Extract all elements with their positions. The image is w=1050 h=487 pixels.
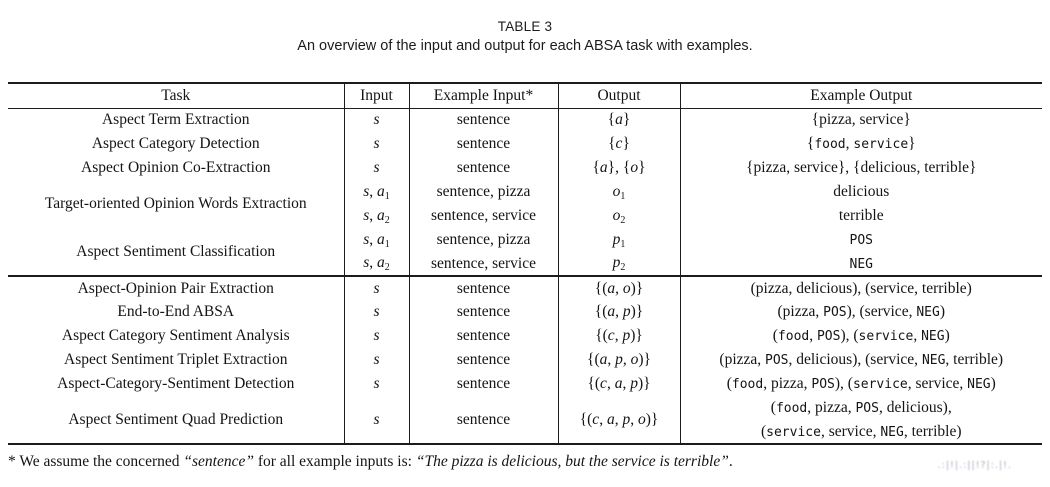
text-segment: NEG (967, 377, 991, 392)
table-row (8, 108, 1042, 132)
text-segment: POS (811, 377, 835, 392)
input-cell (344, 324, 409, 348)
text-segment: , delicious), (878, 399, 952, 416)
text-segment: s (373, 279, 380, 297)
text-segment: ( (770, 399, 776, 416)
text-segment: } (908, 135, 916, 152)
text-segment: , (845, 135, 854, 152)
text-segment: a (607, 279, 616, 297)
task-cell: Aspect Sentiment Quad Prediction (68, 410, 284, 428)
example-input-cell (409, 348, 558, 372)
text-segment: sentence (456, 303, 511, 320)
text-segment: sentence (456, 375, 511, 392)
text-segment: {( (595, 327, 608, 344)
text-segment: 2 (620, 214, 626, 226)
text-segment: sentence, service (431, 254, 536, 272)
text-segment: NEG (849, 256, 873, 272)
text-segment: s (373, 327, 380, 344)
example-input-cell (409, 324, 558, 348)
output-cell (558, 180, 680, 204)
table-row (8, 324, 1042, 348)
task-cell: Aspect Opinion Co-Extraction (81, 159, 271, 176)
input-cell (344, 180, 409, 204)
table-caption: An overview of the input and output for each ABSA task with examples. (297, 38, 753, 54)
text-segment: 2 (620, 262, 626, 273)
text-segment: ( (760, 422, 767, 440)
example-output-cell (680, 372, 1042, 396)
output-cell (558, 324, 680, 348)
text-segment: , (369, 230, 378, 248)
text-segment: p (622, 327, 631, 344)
text-segment: ) (944, 327, 950, 344)
text-segment: 1 (384, 190, 390, 202)
table-row (8, 228, 1042, 252)
example-input-cell (409, 276, 558, 300)
text-segment: , (599, 410, 607, 428)
example-input-cell (409, 252, 558, 276)
input-cell (344, 348, 409, 372)
text-segment: sentence (456, 410, 511, 428)
text-segment: , terrible) (945, 351, 1004, 368)
example-output-cell (680, 324, 1042, 348)
text-segment: 1 (384, 238, 390, 250)
text-segment: , (614, 410, 623, 428)
text-segment: ), ( (834, 375, 853, 392)
table-group-compound-absa-tasks (8, 276, 1042, 444)
text-segment: a (377, 206, 385, 224)
text-segment: }, { (607, 159, 631, 176)
task-cell: Aspect Sentiment Classification (76, 242, 276, 260)
text-segment: )} (630, 303, 644, 320)
text-segment: food (731, 377, 764, 392)
text-segment: {( (594, 279, 608, 297)
text-segment: “The pizza is delicious, but the service is terrible” (415, 453, 729, 470)
text-segment: POS (849, 233, 873, 248)
absa-overview-table (8, 82, 1042, 445)
text-segment: a (599, 351, 608, 368)
table-number: TABLE 3 (497, 19, 553, 34)
text-segment: ), (service, (846, 303, 917, 320)
output-cell (558, 108, 680, 132)
text-segment: NEG (916, 305, 940, 320)
text-segment: )} (630, 327, 643, 344)
text-segment: delicious (833, 183, 890, 200)
text-segment: POS (765, 353, 789, 368)
text-segment: } (622, 111, 631, 129)
text-segment: s (363, 182, 370, 200)
text-segment: , (809, 327, 817, 344)
output-cell (558, 156, 680, 180)
text-segment: { (607, 111, 616, 129)
text-segment: , (614, 327, 623, 344)
text-segment: (pizza, delicious), (service, terrible) (750, 279, 972, 297)
text-segment: p (612, 230, 621, 248)
text-segment: , pizza, (763, 375, 812, 392)
output-cell (558, 372, 680, 396)
table-row (8, 396, 1042, 420)
text-segment: sentence (456, 327, 511, 344)
text-segment: a (614, 375, 623, 392)
text-segment: 2 (384, 214, 390, 226)
text-segment: p (612, 254, 621, 271)
text-segment: {( (587, 375, 601, 392)
example-input-cell (409, 180, 558, 204)
text-segment: , (630, 410, 638, 428)
text-segment: { (806, 135, 815, 152)
text-segment: )} (638, 351, 651, 368)
task-cell: Aspect Term Extraction (101, 111, 250, 129)
example-input-cell (409, 228, 558, 252)
text-segment: o (630, 351, 639, 368)
text-segment: a (606, 410, 615, 428)
input-cell (344, 300, 409, 324)
text-segment: 2 (384, 262, 390, 273)
example-input-cell (409, 108, 558, 132)
text-segment: service (766, 424, 821, 440)
table-row (8, 300, 1042, 324)
text-segment: } (638, 159, 646, 176)
task-cell: Target-oriented Opinion Words Extraction (44, 195, 307, 212)
output-cell (558, 252, 680, 276)
text-segment: o (612, 182, 621, 200)
text-segment: p (630, 375, 638, 392)
text-segment: . (728, 453, 733, 470)
table-row (8, 132, 1042, 156)
text-segment: POS (855, 401, 879, 416)
text-segment: a (607, 303, 616, 320)
text-segment: {pizza, service} (811, 111, 911, 129)
text-segment: s (363, 230, 370, 248)
text-segment: a (377, 230, 385, 248)
example-output-cell (680, 348, 1042, 372)
text-segment: POS (823, 305, 847, 320)
input-cell (344, 132, 409, 156)
text-segment: sentence, service (431, 207, 536, 224)
table-group-single-absa-tasks (8, 108, 1042, 276)
header-row (8, 83, 1042, 108)
text-segment: , terrible) (903, 422, 962, 440)
text-segment: ) (939, 303, 945, 320)
text-segment: for all example inputs is: (253, 453, 416, 470)
table-caption-block (0, 0, 1050, 54)
text-segment: o (630, 159, 639, 176)
example-output-cell (680, 180, 1042, 204)
text-segment: {pizza, service}, {delicious, terrible} (746, 159, 977, 176)
text-segment: s (373, 135, 380, 152)
text-segment: s (363, 206, 370, 224)
text-segment: 1 (620, 190, 626, 202)
example-output-cell (680, 276, 1042, 300)
text-segment: , (607, 351, 616, 368)
column-header-example-input: Example Input* (409, 83, 558, 108)
task-cell: Aspect-Category-Sentiment Detection (57, 375, 295, 392)
text-segment: a (615, 111, 623, 129)
text-segment: sentence, pizza (436, 183, 531, 200)
text-segment: c (600, 375, 607, 392)
text-segment: , (622, 351, 631, 368)
input-cell (344, 108, 409, 132)
example-input-cell (409, 132, 558, 156)
text-segment: sentence (456, 279, 511, 297)
text-segment: terrible (838, 207, 884, 224)
column-header-output: Output (558, 83, 680, 108)
text-segment: )} (637, 375, 651, 392)
column-header-example-output: Example Output (680, 83, 1042, 108)
text-segment: {( (587, 351, 600, 368)
input-cell (344, 228, 409, 252)
text-segment: )} (645, 410, 659, 428)
text-segment: p (622, 410, 631, 428)
example-output-cell (680, 420, 1042, 444)
table-row (8, 372, 1042, 396)
table-row (8, 276, 1042, 300)
text-segment: s (373, 410, 380, 428)
text-segment: s (373, 303, 380, 320)
text-segment: , (369, 254, 378, 271)
text-segment: service (853, 137, 909, 152)
text-segment: } (622, 135, 630, 152)
text-segment: , (622, 375, 631, 392)
text-segment: o (622, 279, 631, 297)
text-segment: POS (816, 329, 841, 344)
watermark-illegible: .:|!|.:||!?|:.|!. (937, 460, 1012, 471)
example-output-cell (680, 396, 1042, 420)
text-segment: s (363, 254, 370, 271)
task-cell: Aspect Category Sentiment Analysis (61, 327, 290, 344)
text-segment: , (369, 182, 378, 200)
text-segment: )} (630, 279, 644, 297)
example-output-cell (680, 132, 1042, 156)
text-segment: ) (990, 375, 996, 392)
text-segment: 1 (620, 238, 626, 250)
text-segment: o (637, 410, 646, 428)
text-segment: , (606, 375, 615, 392)
column-header-input: Input (344, 83, 409, 108)
text-segment: {( (594, 303, 608, 320)
output-cell (558, 396, 680, 444)
text-segment: , pizza, (807, 399, 856, 416)
text-segment: * We assume the concerned (8, 453, 184, 470)
text-segment: , service, (820, 422, 881, 440)
text-segment: { (608, 135, 616, 152)
text-segment: s (373, 375, 380, 392)
text-segment: food (775, 401, 808, 416)
output-cell (558, 300, 680, 324)
output-cell (558, 204, 680, 228)
text-segment: , (615, 303, 623, 320)
example-input-cell (409, 204, 558, 228)
example-input-cell (409, 396, 558, 444)
text-segment: sentence, pizza (436, 231, 531, 248)
example-input-cell (409, 156, 558, 180)
output-cell (558, 132, 680, 156)
text-segment: NEG (880, 424, 904, 440)
text-segment: food (777, 329, 810, 344)
text-segment: sentence (456, 159, 511, 176)
text-segment: NEG (921, 353, 946, 368)
text-segment: sentence (456, 135, 511, 152)
text-segment: , (369, 206, 378, 224)
text-segment: a (377, 254, 385, 271)
column-header-task: Task (8, 83, 344, 108)
example-input-cell (409, 372, 558, 396)
text-segment: a (377, 182, 385, 200)
text-segment: p (622, 303, 631, 320)
text-segment: ), ( (840, 327, 859, 344)
example-output-cell (680, 252, 1042, 276)
text-segment: { (592, 159, 600, 176)
task-cell: Aspect Sentiment Triplet Extraction (64, 351, 288, 368)
text-segment: s (373, 111, 380, 129)
input-cell (344, 396, 409, 444)
task-cell: End-to-End ABSA (117, 303, 235, 320)
text-segment: ( (726, 375, 732, 392)
example-output-cell (680, 204, 1042, 228)
text-segment: c (615, 135, 623, 152)
text-segment: service (852, 377, 908, 392)
text-segment: service (858, 329, 914, 344)
text-segment: (pizza, (777, 303, 824, 320)
table-row (8, 180, 1042, 204)
text-segment: p (615, 351, 623, 368)
text-segment: a (599, 159, 608, 176)
input-cell (344, 372, 409, 396)
text-segment: , (615, 279, 623, 297)
example-output-cell (680, 228, 1042, 252)
text-segment: NEG (921, 329, 945, 344)
output-cell (558, 228, 680, 252)
text-segment: (pizza, (719, 351, 766, 368)
text-segment: c (592, 410, 600, 428)
text-segment: , (913, 327, 922, 344)
input-cell (344, 156, 409, 180)
text-segment: , service, (907, 375, 968, 392)
example-input-cell (409, 300, 558, 324)
text-segment: c (607, 327, 615, 344)
task-cell: Aspect Category Detection (91, 135, 260, 152)
text-segment: , delicious), (service, (788, 351, 922, 368)
input-cell (344, 204, 409, 228)
text-segment: food (814, 137, 846, 152)
text-segment: sentence (456, 351, 511, 368)
input-cell (344, 276, 409, 300)
task-cell: Aspect-Opinion Pair Extraction (77, 279, 274, 297)
text-segment: “sentence” (183, 453, 254, 470)
text-segment: {( (579, 410, 593, 428)
table-row (8, 348, 1042, 372)
output-cell (558, 348, 680, 372)
table-row (8, 156, 1042, 180)
input-cell (344, 252, 409, 276)
text-segment: s (373, 159, 380, 176)
example-output-cell (680, 300, 1042, 324)
text-segment: s (373, 351, 380, 368)
example-output-cell (680, 108, 1042, 132)
text-segment: ( (772, 327, 778, 344)
text-segment: sentence (456, 111, 511, 129)
example-output-cell (680, 156, 1042, 180)
output-cell (558, 276, 680, 300)
text-segment: o (612, 206, 621, 224)
